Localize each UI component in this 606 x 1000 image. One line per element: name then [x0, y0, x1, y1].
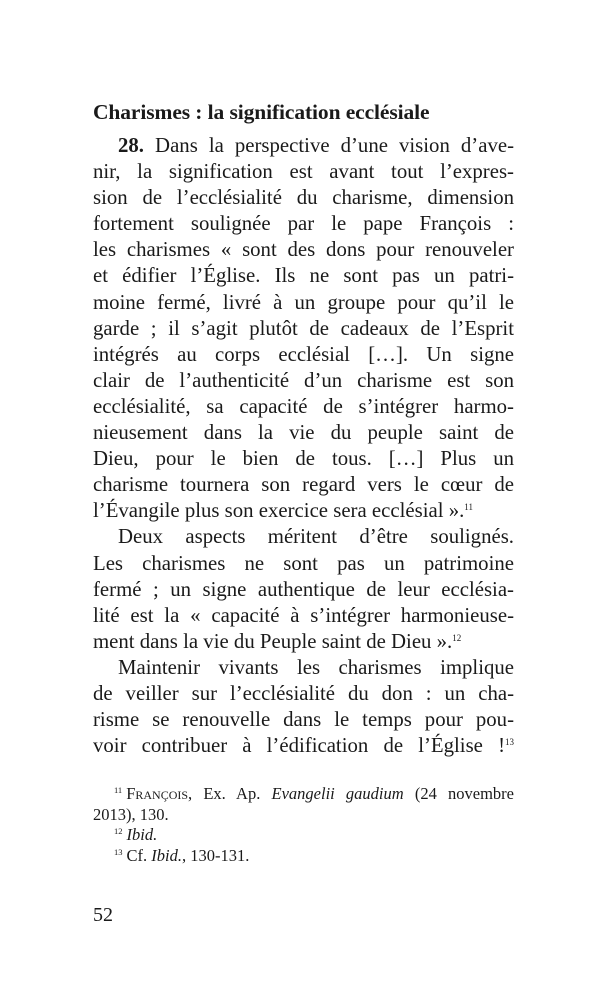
- text-line: intégrés au corps ecclésial […]. Un signe: [93, 342, 514, 366]
- footnote-ref[interactable]: 11: [464, 502, 473, 513]
- text-line: charisme tournera son regard vers le cœur de: [93, 473, 514, 497]
- page-number: 52: [93, 904, 113, 926]
- text-line: ment dans la vie du Peuple saint de Dieu ».$^{12}$: [93, 629, 462, 653]
- text-line: et édifier l’Église. Ils ne sont pas un patri-: [93, 264, 514, 288]
- text-line: ecclésialité, sa capacité de s’intégrer harmo-: [93, 394, 514, 418]
- text-line: fermé ; un signe authentique de leur ecclésia-: [93, 577, 514, 601]
- footnote-number: 13: [114, 847, 123, 858]
- text-line: Deux aspects méritent d’être soulignés.: [118, 525, 514, 549]
- text-line: clair de l’authenticité d’un charisme est son: [93, 368, 514, 392]
- footnote-12: $^{12}$ Ibid.: [114, 825, 158, 845]
- text-line: Les charismes ne sont pas un patrimoine: [93, 551, 514, 575]
- paragraph-aspects: [93, 524, 514, 654]
- text-line: de veiller sur l’ecclésialité du don : un cha-: [93, 681, 514, 705]
- text-line: nieusement dans la vie du peuple saint de: [93, 421, 514, 445]
- paragraph-maintenir: [93, 655, 514, 759]
- text-line: voir contribuer à l’édification de l’Église !$^{13}$: [93, 734, 514, 758]
- text-line: fortement soulignée par le pape François :: [93, 212, 514, 236]
- text-line: lité est la « capacité à s’intégrer harmonieuse-: [93, 603, 514, 627]
- footnote-author: François: [126, 784, 189, 804]
- footnote-number: 11: [114, 785, 123, 796]
- work-title: Evangelii gaudium: [271, 784, 404, 804]
- text-line: garde ; il s’agit plutôt de cadeaux de l’Esprit: [93, 316, 514, 340]
- paragraph-28: [93, 133, 514, 524]
- footnote-11-continuation: 2013), 130.: [93, 804, 169, 824]
- text-line: sion de l’ecclésialité du charisme, dimension: [93, 186, 514, 210]
- footnotes: [93, 784, 514, 866]
- text-line: les charismes « sont des dons pour renouveler: [93, 238, 514, 262]
- text-line: Dieu, pour le bien de tous. […] Plus un: [93, 447, 514, 471]
- text-line: 28. Dans la perspective d’une vision d’ave-: [118, 134, 514, 157]
- text-line: Maintenir vivants les charismes implique: [118, 655, 514, 679]
- footnote-number: 12: [114, 826, 123, 837]
- footnote-13: $^{13}$ Cf. Ibid., 130-131.: [114, 846, 250, 866]
- footnote-11: $^{11}$ François, Ex. Ap. Evangelii gaudium (24 novembre: [114, 784, 514, 804]
- page-content: [93, 98, 514, 867]
- body-text: [93, 133, 514, 759]
- text-line: l’Évangile plus son exercice sera ecclésial ».$^{11}$: [93, 499, 473, 523]
- text-line: nir, la signification est avant tout l’expres-: [93, 160, 514, 184]
- footnote-ref[interactable]: 13: [505, 737, 514, 748]
- section-heading: Charismes : la signification ecclésiale: [93, 100, 430, 124]
- paragraph-number: 28.: [118, 134, 144, 157]
- text-line: risme se renouvelle dans le temps pour pou-: [93, 708, 514, 732]
- text-line: moine fermé, livré à un groupe pour qu’il le: [93, 290, 514, 314]
- footnote-ref[interactable]: 12: [452, 632, 462, 643]
